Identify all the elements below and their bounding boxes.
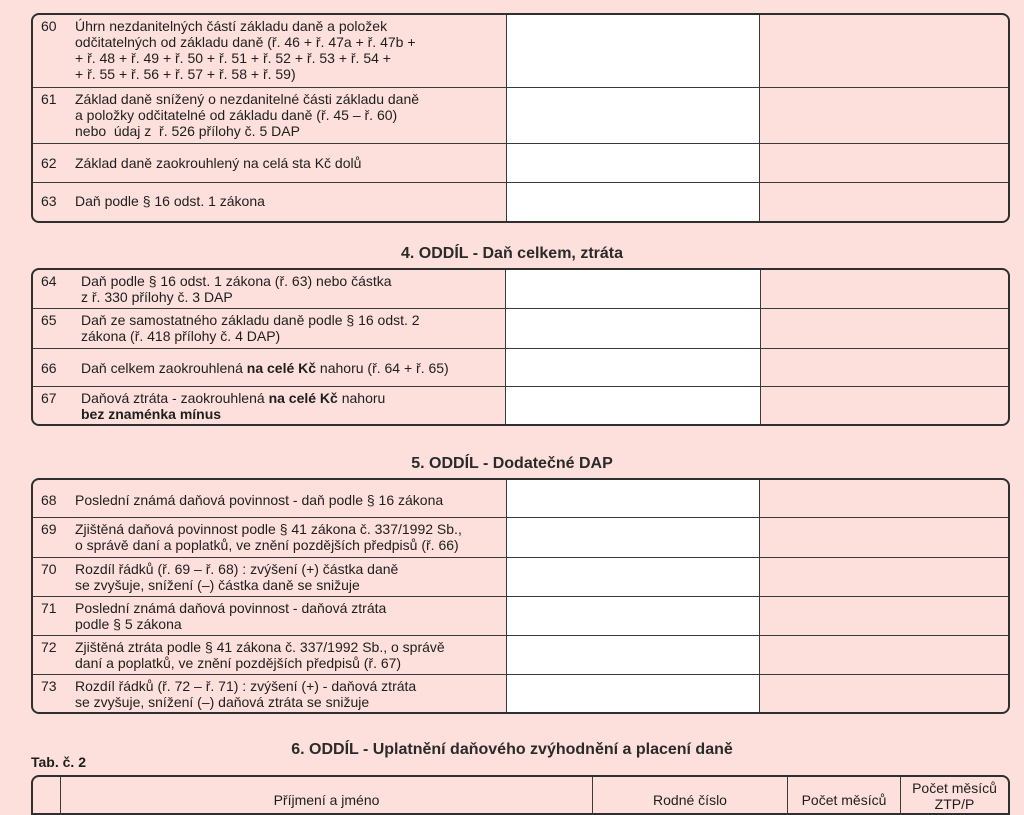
value-cell-secondary[interactable] xyxy=(759,270,1008,308)
row-number: 71 xyxy=(41,600,57,616)
value-cell-secondary[interactable] xyxy=(759,597,1008,635)
row-70 xyxy=(33,558,1008,597)
value-cell-secondary[interactable] xyxy=(759,144,1008,182)
section4-table xyxy=(31,268,1010,426)
value-cell-secondary[interactable] xyxy=(759,636,1008,674)
value-cell-secondary[interactable] xyxy=(759,88,1008,143)
value-cell-secondary[interactable] xyxy=(759,309,1008,348)
section6-title: 6. ODDÍL - Uplatnění daňového zvýhodnění a placení daně xyxy=(291,741,733,758)
column-header-birth-number: Rodné číslo xyxy=(592,777,787,813)
row-number: 70 xyxy=(41,561,57,577)
row-label: Poslední známá daňová povinnost - daň podle § 16 zákona xyxy=(75,492,444,508)
row-label-part: nahoru xyxy=(337,390,386,406)
value-cell-secondary[interactable] xyxy=(759,387,1008,424)
row-label xyxy=(81,390,385,422)
section5-title: 5. ODDÍL - Dodatečné DAP xyxy=(411,455,613,472)
value-input[interactable] xyxy=(506,518,760,557)
value-input[interactable] xyxy=(506,88,760,143)
row-label: Daň ze samostatného základu daně podle § 16 odst. 2 zákona (ř. 418 přílohy č. 4 DAP) xyxy=(81,312,420,344)
row-66 xyxy=(33,349,1008,387)
row-number: 72 xyxy=(41,639,57,655)
row-label-part: nahoru (ř. 64 + ř. 65) xyxy=(316,360,449,376)
value-input[interactable] xyxy=(506,15,760,87)
row-label xyxy=(81,360,449,376)
section4-title: 4. ODDÍL - Daň celkem, ztráta xyxy=(401,245,623,262)
row-label: Poslední známá daňová povinnost - daňová ztráta podle § 5 zákona xyxy=(75,600,387,632)
section6-table xyxy=(31,775,1010,815)
value-input[interactable] xyxy=(506,636,760,674)
row-69 xyxy=(33,518,1008,558)
row-label-emphasis: na celé Kč xyxy=(268,390,338,406)
value-cell-secondary[interactable] xyxy=(759,518,1008,557)
row-67 xyxy=(33,387,1008,424)
row-number: 62 xyxy=(41,155,57,171)
value-input[interactable] xyxy=(506,480,760,517)
row-label: Základ daně zaokrouhlený na celá sta Kč dolů xyxy=(75,155,362,171)
row-60 xyxy=(33,15,1008,88)
row-61 xyxy=(33,88,1008,144)
row-label: Daň podle § 16 odst. 1 zákona xyxy=(75,193,265,209)
row-71 xyxy=(33,597,1008,636)
row-73 xyxy=(33,675,1008,712)
row-number: 73 xyxy=(41,678,57,694)
row-62 xyxy=(33,144,1008,183)
value-input[interactable] xyxy=(505,309,761,348)
row-label-emphasis: na celé Kč xyxy=(246,360,317,376)
row-64 xyxy=(33,270,1008,309)
row-label: Zjištěná daňová povinnost podle § 41 zákona č. 337/1992 Sb., o správě daní a poplatků, ve znění pozdějších předpisů (ř. 66) xyxy=(75,521,462,553)
row-number: 68 xyxy=(41,492,57,508)
row-72 xyxy=(33,636,1008,675)
row-number: 65 xyxy=(41,312,57,328)
row-number: 63 xyxy=(41,193,57,209)
row-label: Rozdíl řádků (ř. 72 – ř. 71) : zvýšení (+) - daňová ztráta se zvyšuje, snížení (–) daňová ztráta se snižuje xyxy=(75,678,417,710)
row-label: Zjištěná ztráta podle § 41 zákona č. 337/1992 Sb., o správě daní a poplatků, ve znění pozdějších předpisů (ř. 67) xyxy=(75,639,445,671)
row-number: 67 xyxy=(41,390,57,406)
value-input[interactable] xyxy=(506,183,760,221)
value-cell-secondary[interactable] xyxy=(759,349,1008,386)
value-cell-secondary[interactable] xyxy=(759,183,1008,221)
row-68 xyxy=(33,480,1008,518)
row-63 xyxy=(33,183,1008,221)
row-number: 60 xyxy=(41,18,57,34)
value-input[interactable] xyxy=(506,597,760,635)
value-input[interactable] xyxy=(506,144,760,182)
value-cell-secondary[interactable] xyxy=(759,675,1008,712)
row-number: 61 xyxy=(41,91,57,107)
row-label: Úhrn nezdanitelných částí základu daně a položek odčitatelných od základu daně (ř. 46 + ř. 47a + ř. 47b + + ř. 48 + ř. 49 + ř. 50 + ř. 51 + ř. 52 + ř. 53 + ř. 54 + + ř. 55 + ř. 56 + ř. 57 + ř. 58 + ř. 59) xyxy=(75,18,416,82)
column-header-months: Počet měsíců xyxy=(787,777,900,813)
value-input[interactable] xyxy=(506,675,760,712)
row-number: 64 xyxy=(41,273,57,289)
value-input[interactable] xyxy=(505,349,761,386)
column-header-months-ztpp: Počet měsíců ZTP/P xyxy=(900,777,1008,813)
value-input[interactable] xyxy=(505,387,761,424)
value-cell-secondary[interactable] xyxy=(759,15,1008,87)
row-label: Daň podle § 16 odst. 1 zákona (ř. 63) nebo částka z ř. 330 přílohy č. 3 DAP xyxy=(81,273,392,305)
row-label-part: Daňová ztráta - zaokrouhlená xyxy=(81,390,269,406)
value-cell-secondary[interactable] xyxy=(759,480,1008,517)
column-index xyxy=(33,777,60,813)
table-label: Tab. č. 2 xyxy=(31,754,86,770)
section3-table xyxy=(31,13,1010,223)
value-input[interactable] xyxy=(506,558,760,596)
row-65 xyxy=(33,309,1008,349)
value-cell-secondary[interactable] xyxy=(759,558,1008,596)
row-label-emphasis: bez znaménka mínus xyxy=(81,406,222,422)
row-label: Základ daně snížený o nezdanitelné části základu daně a položky odčitatelné od základu daně (ř. 45 – ř. 60) nebo údaj z ř. 526 přílohy č. 5 DAP xyxy=(75,91,420,139)
row-label: Rozdíl řádků (ř. 69 – ř. 68) : zvýšení (+) částka daně se zvyšuje, snížení (–) částka daně se snižuje xyxy=(75,561,399,593)
column-header-name: Příjmení a jméno xyxy=(60,777,592,813)
row-number: 69 xyxy=(41,521,57,537)
section5-table xyxy=(31,478,1010,714)
row-label-part: Daň celkem zaokrouhlená xyxy=(81,360,247,376)
value-input[interactable] xyxy=(505,270,761,308)
row-number: 66 xyxy=(41,360,57,376)
